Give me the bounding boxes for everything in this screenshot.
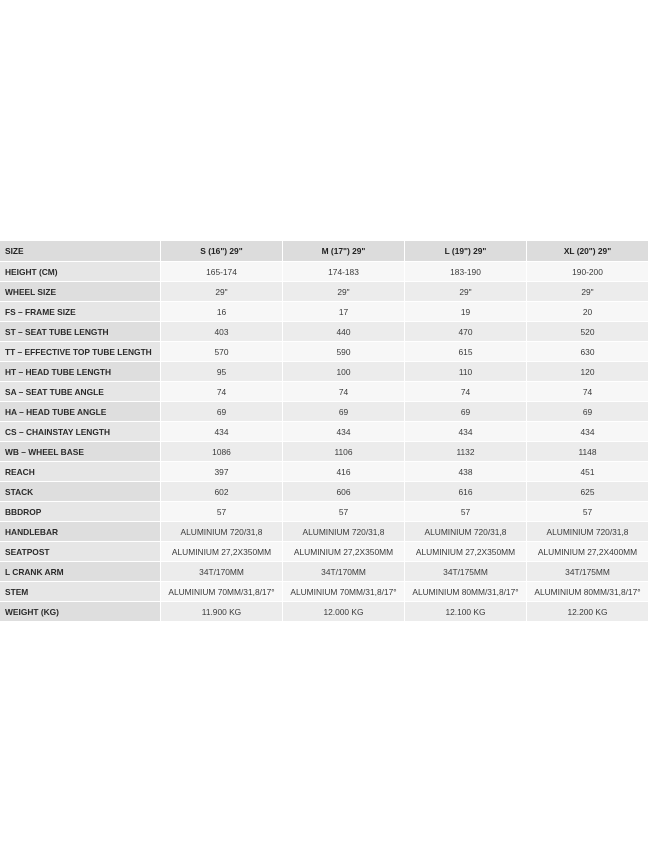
table-cell: 74 xyxy=(160,382,282,402)
size-m-header: M (17") 29" xyxy=(282,241,404,262)
table-cell: 606 xyxy=(282,482,404,502)
table-cell: 625 xyxy=(526,482,648,502)
table-cell: 570 xyxy=(160,342,282,362)
table-row xyxy=(0,262,648,282)
table-cell: 434 xyxy=(160,422,282,442)
table-row xyxy=(0,602,648,622)
table-cell: 616 xyxy=(404,482,526,502)
table-cell: ALUMINIUM 80MM/31,8/17° xyxy=(526,582,648,602)
table-cell: 174-183 xyxy=(282,262,404,282)
table-cell: 12.100 KG xyxy=(404,602,526,622)
row-label-height-cm: HEIGHT (CM) xyxy=(0,262,160,282)
table-row xyxy=(0,422,648,442)
table-cell: 16 xyxy=(160,302,282,322)
table-cell: 12.000 KG xyxy=(282,602,404,622)
table-cell: 183-190 xyxy=(404,262,526,282)
table-cell: 590 xyxy=(282,342,404,362)
row-label-reach: REACH xyxy=(0,462,160,482)
table-cell: ALUMINIUM 720/31,8 xyxy=(404,522,526,542)
table-cell: 1086 xyxy=(160,442,282,462)
table-cell: 1132 xyxy=(404,442,526,462)
table-cell: ALUMINIUM 720/31,8 xyxy=(526,522,648,542)
row-label-bbdrop: BBDROP xyxy=(0,502,160,522)
table-cell: ALUMINIUM 27,2X350MM xyxy=(282,542,404,562)
table-cell: 74 xyxy=(282,382,404,402)
table-row xyxy=(0,342,648,362)
table-cell: ALUMINIUM 720/31,8 xyxy=(282,522,404,542)
table-cell: ALUMINIUM 27,2X400MM xyxy=(526,542,648,562)
table-cell: 74 xyxy=(404,382,526,402)
size-column-header: SIZE xyxy=(0,241,160,262)
row-label-ha-head-tube-angle: HA – HEAD TUBE ANGLE xyxy=(0,402,160,422)
table-cell: 69 xyxy=(526,402,648,422)
table-cell: 74 xyxy=(526,382,648,402)
table-cell: 1148 xyxy=(526,442,648,462)
table-cell: 434 xyxy=(404,422,526,442)
table-cell: 17 xyxy=(282,302,404,322)
table-cell: 57 xyxy=(282,502,404,522)
table-cell: 520 xyxy=(526,322,648,342)
table-cell: 470 xyxy=(404,322,526,342)
row-label-handlebar: HANDLEBAR xyxy=(0,522,160,542)
table-row xyxy=(0,582,648,602)
table-row xyxy=(0,322,648,342)
geometry-table xyxy=(0,241,648,622)
table-cell: 57 xyxy=(160,502,282,522)
table-row xyxy=(0,302,648,322)
table-row xyxy=(0,542,648,562)
table-row xyxy=(0,562,648,582)
table-cell: 615 xyxy=(404,342,526,362)
table-cell: ALUMINIUM 27,2X350MM xyxy=(160,542,282,562)
table-cell: 438 xyxy=(404,462,526,482)
table-row xyxy=(0,502,648,522)
row-label-st-seat-tube-length: ST – SEAT TUBE LENGTH xyxy=(0,322,160,342)
table-cell: 20 xyxy=(526,302,648,322)
table-row xyxy=(0,402,648,422)
table-cell: 34T/175MM xyxy=(404,562,526,582)
table-cell: 19 xyxy=(404,302,526,322)
table-cell: 29" xyxy=(526,282,648,302)
table-cell: 397 xyxy=(160,462,282,482)
table-body xyxy=(0,262,648,622)
table-row xyxy=(0,282,648,302)
table-cell: 29" xyxy=(404,282,526,302)
table-cell: 57 xyxy=(404,502,526,522)
table-cell: ALUMINIUM 27,2X350MM xyxy=(404,542,526,562)
table-cell: 34T/170MM xyxy=(282,562,404,582)
row-label-stem: STEM xyxy=(0,582,160,602)
row-label-tt-effective-top-tube-length: TT – EFFECTIVE TOP TUBE LENGTH xyxy=(0,342,160,362)
table-cell: 29" xyxy=(282,282,404,302)
table-cell: 110 xyxy=(404,362,526,382)
table-cell: 440 xyxy=(282,322,404,342)
table-cell: 451 xyxy=(526,462,648,482)
table-row xyxy=(0,482,648,502)
row-label-ht-head-tube-length: HT – HEAD TUBE LENGTH xyxy=(0,362,160,382)
table-row xyxy=(0,462,648,482)
row-label-sa-seat-tube-angle: SA – SEAT TUBE ANGLE xyxy=(0,382,160,402)
table-row xyxy=(0,362,648,382)
table-cell: 630 xyxy=(526,342,648,362)
row-label-stack: STACK xyxy=(0,482,160,502)
table-cell: 69 xyxy=(160,402,282,422)
row-label-wheel-size: WHEEL SIZE xyxy=(0,282,160,302)
table-cell: 69 xyxy=(282,402,404,422)
table-cell: 11.900 KG xyxy=(160,602,282,622)
row-label-seatpost: SEATPOST xyxy=(0,542,160,562)
table-cell: 416 xyxy=(282,462,404,482)
table-cell: 57 xyxy=(526,502,648,522)
table-cell: ALUMINIUM 70MM/31,8/17° xyxy=(282,582,404,602)
size-xl-header: XL (20") 29" xyxy=(526,241,648,262)
table-cell: 95 xyxy=(160,362,282,382)
table-cell: 165-174 xyxy=(160,262,282,282)
table-cell: ALUMINIUM 70MM/31,8/17° xyxy=(160,582,282,602)
row-label-cs-chainstay-length: CS – CHAINSTAY LENGTH xyxy=(0,422,160,442)
row-label-fs-frame-size: FS – FRAME SIZE xyxy=(0,302,160,322)
table-cell: 34T/175MM xyxy=(526,562,648,582)
table-cell: ALUMINIUM 720/31,8 xyxy=(160,522,282,542)
table-cell: 602 xyxy=(160,482,282,502)
table-cell: 434 xyxy=(526,422,648,442)
table-cell: 100 xyxy=(282,362,404,382)
table-cell: 29" xyxy=(160,282,282,302)
table-cell: 69 xyxy=(404,402,526,422)
table-cell: 190-200 xyxy=(526,262,648,282)
row-label-weight-kg: WEIGHT (KG) xyxy=(0,602,160,622)
table-row xyxy=(0,442,648,462)
table-row xyxy=(0,382,648,402)
table-cell: 434 xyxy=(282,422,404,442)
table-cell: 120 xyxy=(526,362,648,382)
table-cell: 34T/170MM xyxy=(160,562,282,582)
table-row xyxy=(0,522,648,542)
size-l-header: L (19") 29" xyxy=(404,241,526,262)
table-header-row xyxy=(0,241,648,262)
row-label-wb-wheel-base: WB – WHEEL BASE xyxy=(0,442,160,462)
size-s-header: S (16") 29" xyxy=(160,241,282,262)
table-cell: 12.200 KG xyxy=(526,602,648,622)
table-cell: ALUMINIUM 80MM/31,8/17° xyxy=(404,582,526,602)
table-cell: 1106 xyxy=(282,442,404,462)
row-label-l-crank-arm: L CRANK ARM xyxy=(0,562,160,582)
table-cell: 403 xyxy=(160,322,282,342)
